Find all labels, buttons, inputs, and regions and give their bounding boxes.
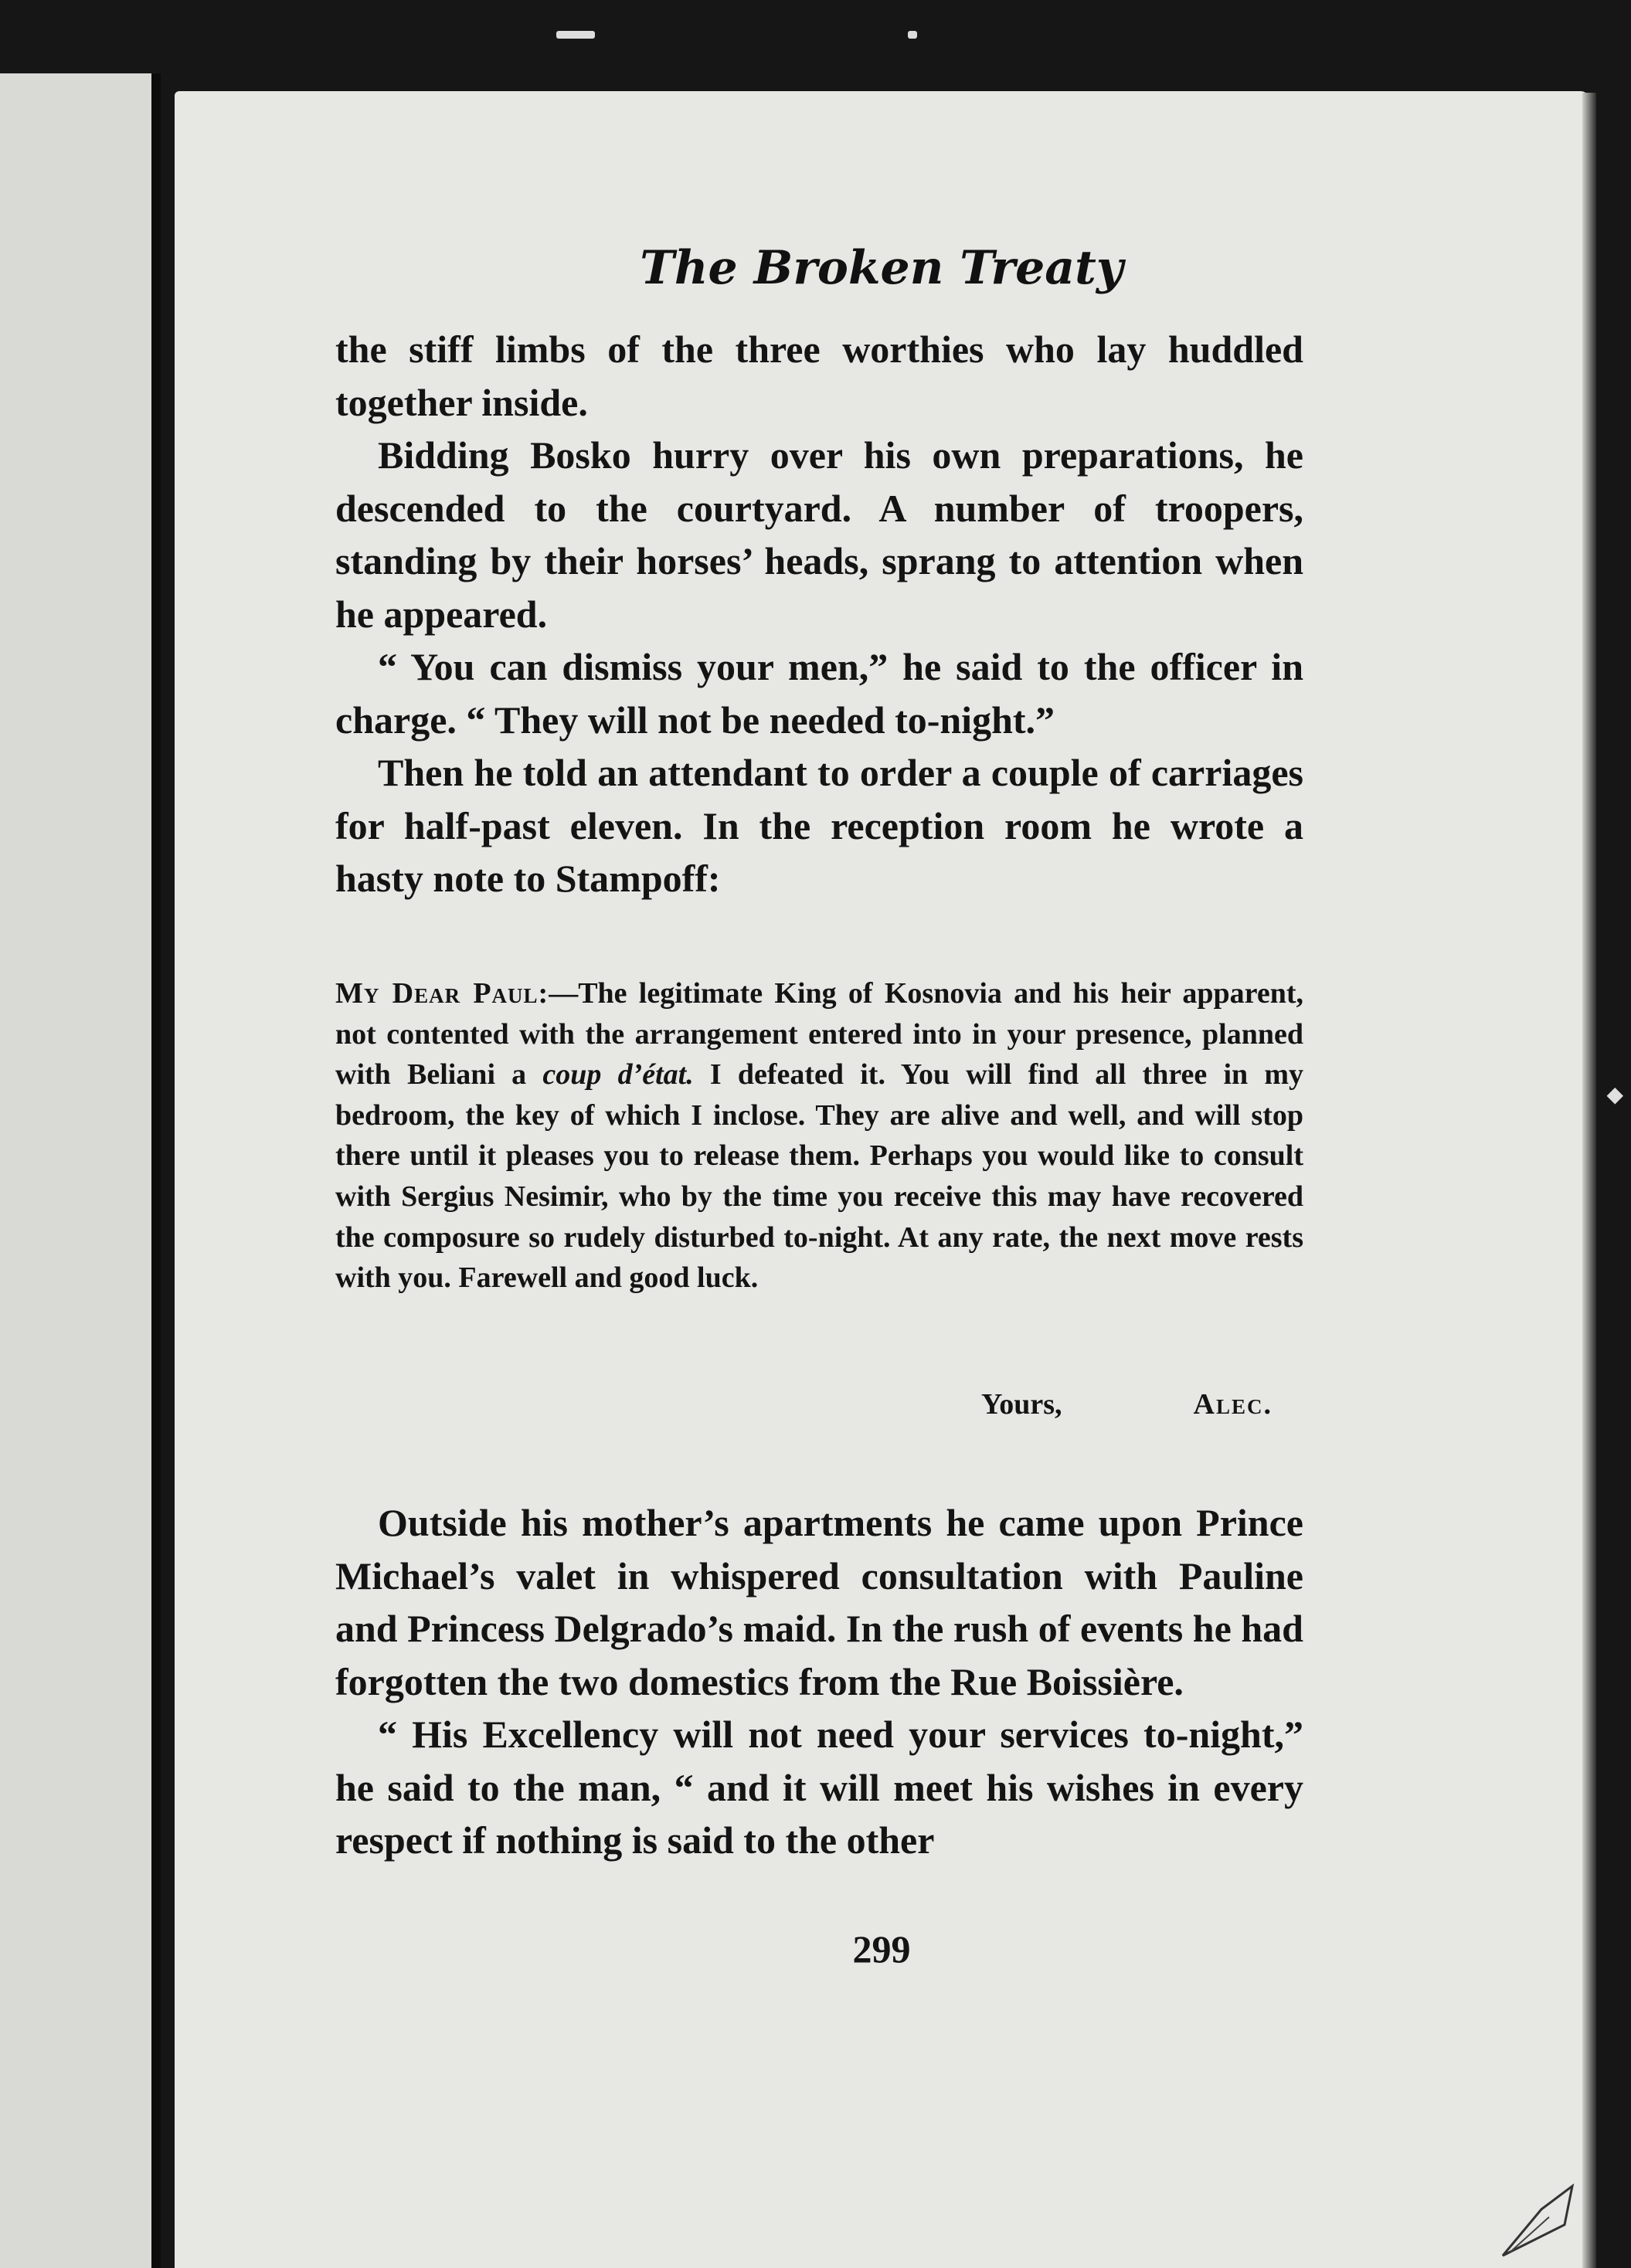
book-gutter	[151, 73, 161, 2268]
letter-closing: Yours,	[981, 1388, 1062, 1421]
paragraph: Then he told an attendant to order a couple of carriages for half-past eleven. In the reception room he wrote a hasty note to Stampoff:	[335, 751, 1303, 900]
letter-italic-phrase: coup d’état.	[542, 1058, 694, 1092]
facing-page-edge	[0, 73, 155, 2268]
paragraph: “ You can dismiss your men,” he said to the officer in charge. “ They will not be needed to-night.”	[335, 645, 1303, 742]
letter-block	[335, 973, 1303, 1299]
torn-corner-mark	[1495, 2178, 1580, 2263]
body-text-bottom	[335, 1496, 1303, 1867]
page-number: 299	[852, 1927, 911, 1971]
scan-artifact	[908, 31, 917, 39]
letter-text: —The legitimate King of Kosnovia and his heir apparent, not contented with the arrangement entered into in your presence, planned with Beliani a	[335, 977, 1303, 1092]
letter-text: I defeated it. You will find all three in my bedroom, the key of which I inclose. They are alive and well, and will stop there until it pleases you to release them. Perhaps you would like to consult with Sergius Nesimir, who by the time you receive this may have recovered the composure so rudely disturbed to-night. At any rate, the next move rests with you. Farewell and good luck.	[335, 1058, 1304, 1295]
body-text-top	[335, 323, 1303, 905]
paragraph: “ His Excellency will not need your services to-night,” he said to the man, “ and it will meet his wishes in every respect if nothing is said to the other	[335, 1713, 1303, 1862]
paragraph: the stiff limbs of the three worthies who lay huddled together inside.	[335, 328, 1303, 424]
paragraph: Outside his mother’s apartments he came upon Prince Michael’s valet in whispered consultation with Pauline and Princess Delgrado’s maid. In the rush of events he had forgotten the two domestics from the Rue Boissière.	[335, 1501, 1303, 1703]
scan-artifact	[556, 31, 595, 39]
scan-artifact: ◆	[1606, 1081, 1623, 1107]
letter-salutation: My Dear Paul:	[335, 977, 549, 1010]
paragraph: Bidding Bosko hurry over his own preparations, he descended to the courtyard. A number of troopers, standing by their horses’ heads, sprang to attention when he appeared.	[335, 433, 1303, 636]
letter-signature: Alec.	[1193, 1388, 1273, 1421]
running-head: The Broken Treaty	[640, 241, 1123, 295]
letter-signoff	[335, 1384, 1303, 1424]
letter-body	[335, 973, 1303, 1299]
